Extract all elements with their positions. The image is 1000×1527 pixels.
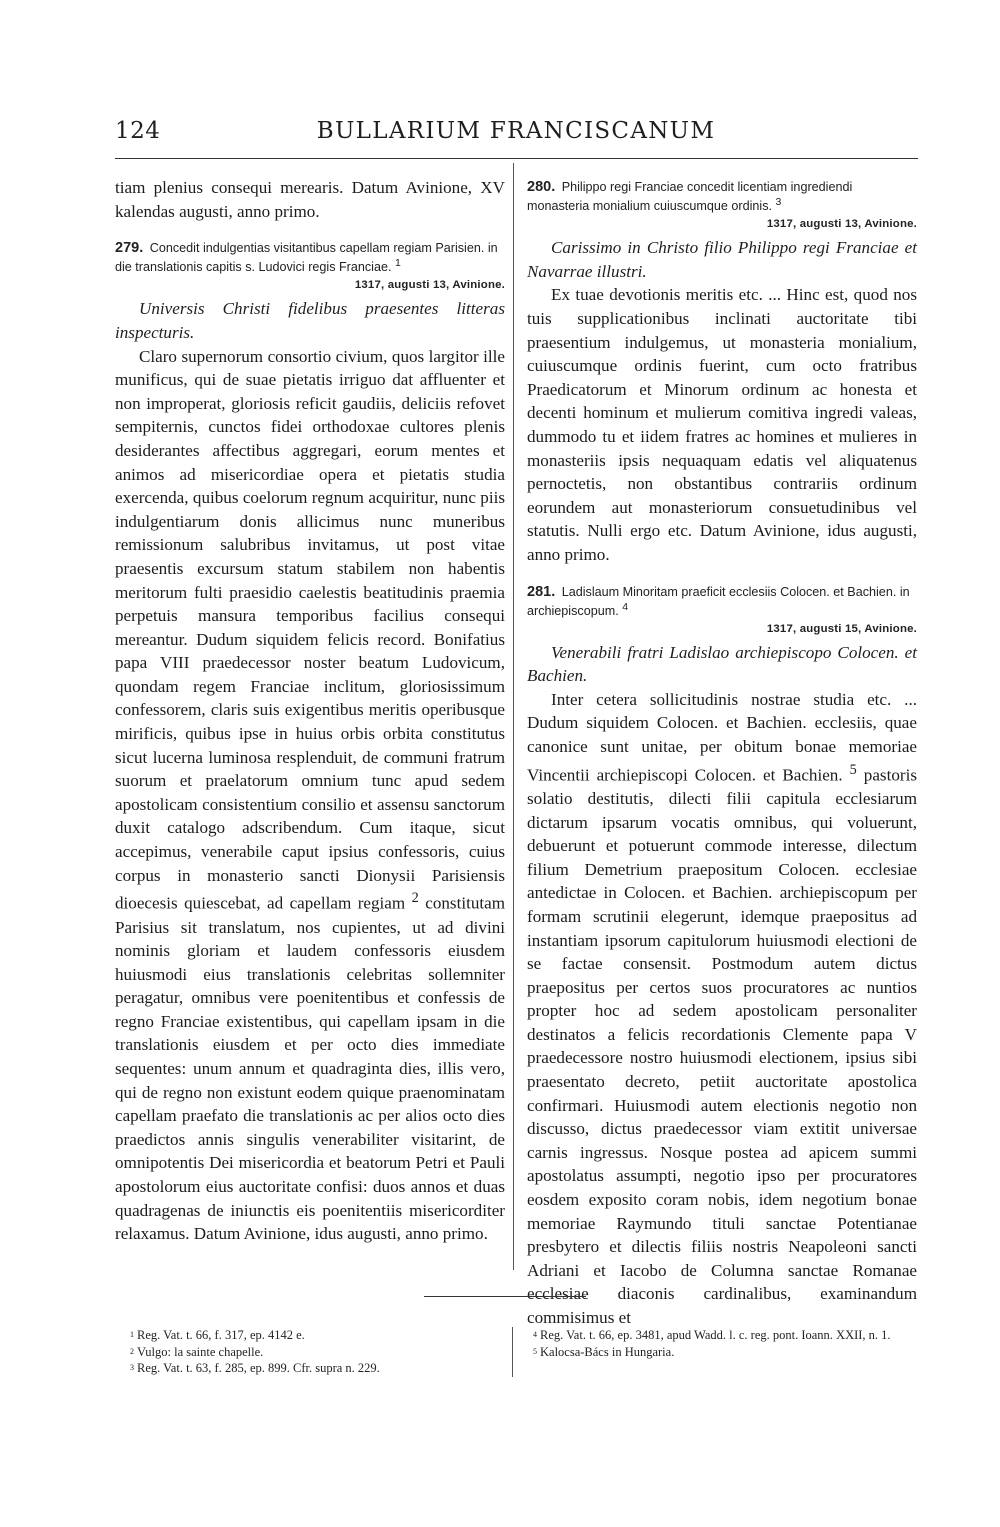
entry-date: 1317, augusti 13, Avinione. xyxy=(766,218,917,231)
footnote-ref: 3 xyxy=(775,196,782,208)
page-header xyxy=(115,118,917,154)
text-part: Inter cetera sollicitudinis nostrae studia etc. ... Dudum siquidem Colocen. et Bachien. ecclesiis, quae canonice sunt unitae, per obitum bonae memoriae Vincentii archiepiscopi Colocen. et Bachien. xyxy=(527,689,917,785)
footnote-ref: 4 xyxy=(622,600,629,613)
entry-date: 1317, augusti 13, Avinione. xyxy=(354,279,505,292)
text-part: pastoris solatio destitutis, dilecti filii capitula ecclesiarum dictarum ipsarum vocatis omnibus, qui voluerunt, debuerunt et potuerunt commode interesse, dilectum filium Demetrium praepositum Colocen. ecclesiae antedictae in Colocen. et Bachien. archiepiscopum per formam scrutinii elegerunt, idemque praepositus ad instantiam ipsorum capitulorum huiusmodi electioni de se factae consensit. Postmodum autem dictus praepositus per certos suos procuratores ac nuntios propter hoc ad sedem apostolicam personaliter destinatos a felicis recordationis Clemente papa V praedecessore nostro huiusmodi electionem, ipsius sibi praesentato decreto, petiit auctoritate apostolica confirmari. Huiusmodi autem electionis negotio non discusso, dictus praedecessor viam extitit universae carnis ingressus. Nosque postea ad apicem summi apostolatus assumpti, negotio ipso per procuratores eosdem exposito coram nobis, idem negotium bonae memoriae Raymundo tituli sanctae Potentianae presbytero et dilectis filiis nostris Neapoleoni sancti Adriani et Iacobo de Columna sanctae Romanae ecclesiae diaconis cardinalibus, examinandum commisimus et xyxy=(527,765,917,1327)
entry-281-text xyxy=(527,688,917,1330)
entry-date: 1317, augusti 15, Avinione. xyxy=(766,622,917,635)
footnote-mark: 4 xyxy=(533,1330,537,1339)
footnote xyxy=(533,1344,913,1361)
footnote-ref: 1 xyxy=(395,257,401,270)
entry-summary: Philippo regi Franciae concedit licentiam ingrediendi monasteria monialium cuiuscumque ordinis. xyxy=(527,180,853,214)
footnote-mark: 1 xyxy=(130,1330,134,1339)
entry-280-text: Ex tuae devotionis meritis etc. ... Hinc est, quod nos tuis supplicationibus inclinati auctoritate tibi praesentium indulgemus, ut monasteria monialium, cuiuscumque ordinis fuerint, cum octo fratribus Praedicatorum et Minorum ordinum ac honesta et decenti hominum et mulierum comitiva ingredi valeas, dummodo tu et iidem fratres ac homines et mulieres in monasteriis ipsis nequaquam edatis vel aliquatenus pernoctetis, non obstantibus contrariis ordinum eorundem aut monasteriorum consuetudinibus vel statutis. Nulli ergo etc. Datum Avinione, idus augusti, anno primo. xyxy=(527,285,917,564)
header-rule xyxy=(115,158,918,159)
footnote-text: Reg. Vat. t. 66, f. 317, ep. 4142 e. xyxy=(137,1328,305,1342)
footnote xyxy=(130,1360,510,1377)
running-title: BULLARIUM FRANCISCANUM xyxy=(316,118,716,144)
footnote-ref: 2 xyxy=(411,890,419,907)
entry-number: 280. xyxy=(527,179,556,195)
entry-280-heading xyxy=(527,180,917,214)
entry-number: 281. xyxy=(527,583,556,600)
entry-number: 279. xyxy=(115,240,144,257)
footnote-divider xyxy=(512,1327,513,1377)
left-column xyxy=(115,176,505,1246)
footnote-text: Reg. Vat. t. 66, ep. 3481, apud Wadd. l. c. reg. pont. Ioann. XXII, n. 1. xyxy=(540,1328,891,1342)
text-part: constitutam Parisius sit translatum, nos cupientes, ut ad divini nominis gloriam et laudem confessoris eiusdem huiusmodi eius translationis celebritas sollemniter peragatur, omnibus vere poenitentibus et confessis de regno Franciae existentibus, qui capellam ipsam in die translationis eiusdem et per octo dies immediate sequentes: unum annum et quadraginta dies, illis vero, qui de regno non existunt eodem quique praenominatam capellam praefato die translationis ac per alios octo dies praedictos annis singulis venerabiliter visitarint, de omnipotentis Dei misericordia et beatorum Petri et Pauli apostolorum eius auctoritate confisi: duos annos et duas quadragenas de iniunctis eis poenitentiis misericorditer relaxamus. Datum Avinione, idus augusti, anno primo. xyxy=(115,893,506,1244)
entry-address: Universis Christi fidelibus praesentes litteras inspecturis. xyxy=(115,299,505,342)
right-column xyxy=(527,176,917,1330)
footnote-mark: 5 xyxy=(533,1346,537,1356)
footnote-text: Vulgo: la sainte chapelle. xyxy=(137,1344,264,1359)
footnote-text: Kalocsa-Bács in Hungaria. xyxy=(540,1344,675,1359)
footnote xyxy=(533,1327,913,1344)
footnote-ref: 5 xyxy=(849,761,857,778)
footnote xyxy=(130,1327,510,1344)
entry-summary: Ladislaum Minoritam praeficit ecclesiis Colocen. et Bachien. in archiepiscopum. xyxy=(527,584,910,618)
footnote-text: Reg. Vat. t. 63, f. 285, ep. 899. Cfr. supra n. 229. xyxy=(137,1361,380,1375)
footnote-mark: 2 xyxy=(130,1346,134,1356)
footnote xyxy=(130,1344,510,1361)
footnotes-right xyxy=(533,1327,913,1360)
entry-279-text xyxy=(115,345,505,1246)
continuation-text: tiam plenius consequi merearis. Datum Avinione, XV kalendas augusti, anno primo. xyxy=(115,178,505,221)
entry-279-heading xyxy=(115,241,505,275)
entry-address: Carissimo in Christo filio Philippo regi Franciae et Navarrae illustri. xyxy=(527,238,917,281)
footnotes-left xyxy=(130,1327,510,1377)
column-divider xyxy=(513,163,514,1270)
footnote-mark: 3 xyxy=(130,1363,134,1372)
entry-summary: Concedit indulgentias visitantibus capellam regiam Parisien. in die translationis capitis s. Ludovici regis Franciae. xyxy=(115,241,498,275)
page-number: 124 xyxy=(115,118,161,144)
text-part: Claro supernorum consortio civium, quos largitor ille munificus, qui de suae pietatis irriguo dat affluenter et non improperat, gloriosis reficit gaudiis, deliciis refovet sempiternis, cunctos fidei orthodoxae cultores plenis desiderantes affectibus aggregari, eorum mentes et animos ad misericordiae opera et pietatis studia exercenda, quibus coelorum regnum acquiritur, nunc piis indulgentiarum donis allicimus nunc muneribus remissionum salubribus invitamus, ut post vitae praesentis excursum statum stabilem non habentis meritorum fulti praesidio caelestis beatitudinis praemia perpetuis mansura temporibus facilius consequi mereantur. Dudum siquidem felicis record. Bonifatius papa VIII praedecessor noster beatum Ludovicum, quondam regem Franciae inclitum, gloriosissimum confessorem, claris suis exigentibus meritis operibusque mirificis, quibus ipse in huius orbis orbita constitutus sicut lucerna luminosa resplenduit, de communi fratrum suorum et praelatorum omnium tunc apud sedem apostolicam consistentium consilio et assensu sanctorum duxit catalogo adscribendum. Cum itaque, sicut accepimus, venerabile caput ipsius confessoris, cuius corpus in monasterio sancti Dionysii Parisiensis dioecesis quiescebat, ad capellam regiam xyxy=(115,346,505,913)
entry-281-heading xyxy=(527,585,917,619)
entry-address: Venerabili fratri Ladislao archiepiscopo Colocen. et Bachien. xyxy=(527,642,917,686)
footnote-rule xyxy=(424,1296,586,1297)
